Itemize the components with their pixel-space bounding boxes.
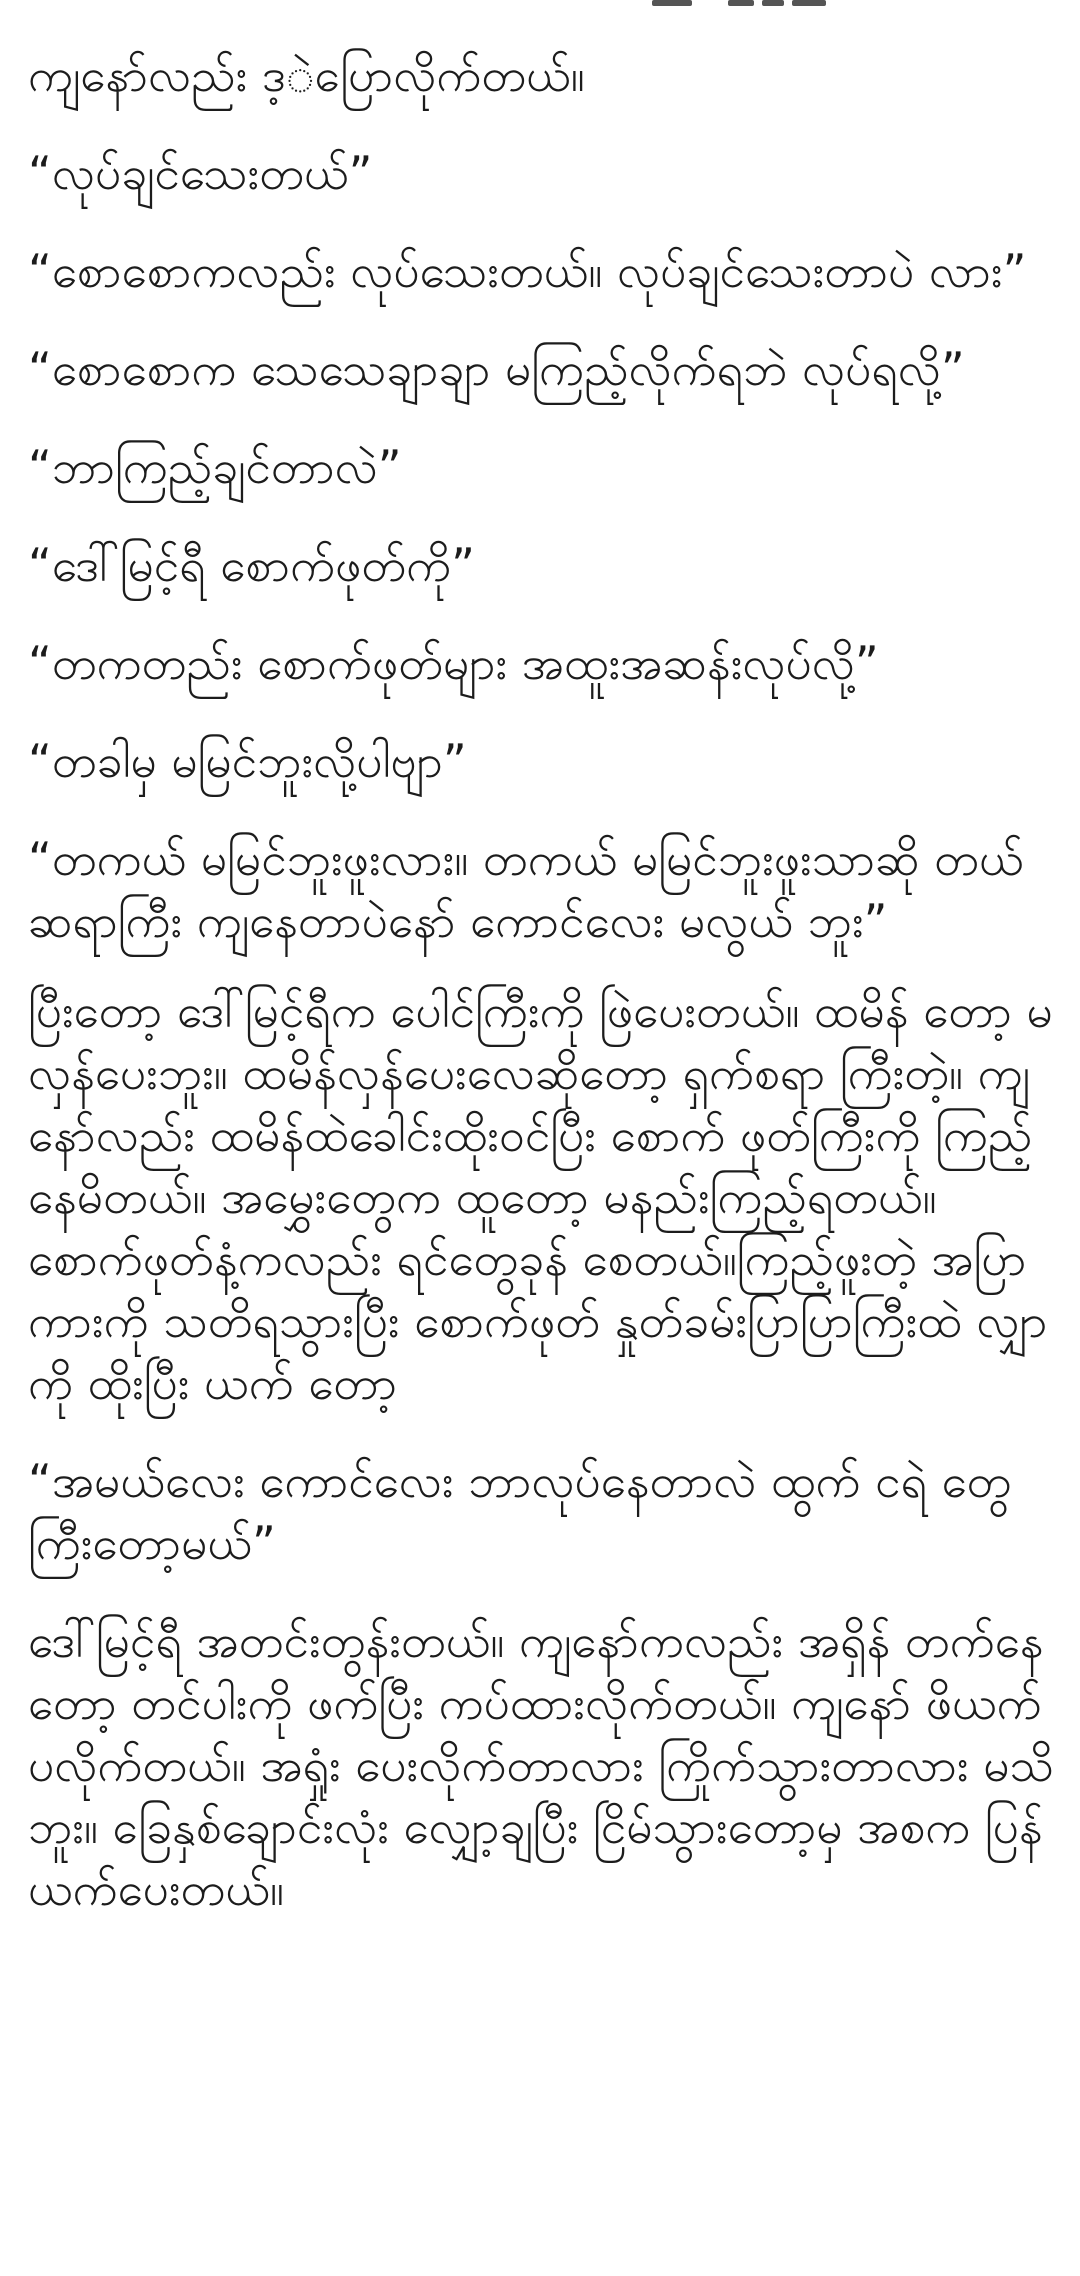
paragraph: “စောစောကလည်း လုပ်သေးတယ်။ လုပ်ချင်သေးတာပဲ လား” <box>28 244 1027 298</box>
paragraph: “တကယ် မမြင်ဘူးဖူးလား။ တကယ် မမြင်ဘူးဖူးသာဆို တယ် ဆရာကြီး ကျနေတာပဲနော် ကောင်လေး မလွယ် ဘူး” <box>28 832 1024 948</box>
paragraph: “တခါမှ မမြင်ဘူးလို့ပါဗျာ” <box>28 734 467 788</box>
paragraph: “စောစောက သေသေချာချာ မကြည့်လိုက်ရဘဲ လုပ်ရလို့” <box>28 342 965 396</box>
battery-icon <box>792 0 826 6</box>
paragraph: “ဒေါ်မြင့်ရီ စောက်ဖုတ်ကို” <box>28 538 475 592</box>
signal-icon <box>728 0 754 6</box>
status-bar <box>0 0 1080 14</box>
paragraph: ပြီးတော့ ဒေါ်မြင့်ရီက ပေါင်ကြီးကို ဖြဲပေးတယ်။ ထမိန် တော့ မလှန်ပေးဘူး။ ထမိန်လှန်ပေးလေဆိုတော့ ရှက်စရာ ကြီးတဲ့။ ကျနော်လည်း ထမိန်ထဲခေါင်းထိုးဝင်ပြီး စောက် ဖုတ်ကြီးကို ကြည့်နေမိတယ်။ အမွှေးတွေက ထူတော့ မနည်းကြည့်ရတယ်။ စောက်ဖုတ်နံ့ကလည်း ရင်တွေခုန် စေတယ်။ကြည့်ဖူးတဲ့ အပြာကားကို သတိရသွားပြီး စောက်ဖုတ် နှုတ်ခမ်းပြာပြာကြီးထဲ လျှာကို ထိုးပြီး ယက် တော့ <box>28 984 1053 1410</box>
paragraph: “လုပ်ချင်သေးတယ်” <box>28 146 373 200</box>
paragraph: ကျနော်လည်း ဒ့ဲပြောလိုက်တယ်။ <box>28 48 585 102</box>
paragraph: “အမယ်လေး ကောင်လေး ဘာလုပ်နေတာလဲ ထွက် ငရဲ တွေ ကြီးတော့မယ်” <box>28 1454 1012 1570</box>
paragraph: “တကတည်း စောက်ဖုတ်များ အထူးအဆန်းလုပ်လို့” <box>28 636 879 690</box>
article-body <box>28 44 1058 1920</box>
status-icon-left <box>652 0 692 6</box>
wifi-icon <box>762 0 784 6</box>
paragraph: “ဘာကြည့်ချင်တာလဲ” <box>28 440 402 494</box>
paragraph: ဒေါ်မြင့်ရီ အတင်းတွန်းတယ်။ ကျနော်ကလည်း အရှိန် တက်နေတော့ တင်ပါးကို ဖက်ပြီး ကပ်ထားလိုက်တယ်။ ကျနော် ဖိယက်ပလိုက်တယ်။ အရှုံး ပေးလိုက်တာလား ကြိုက်သွားတာလား မသိဘူး။ ခြေနှစ်ချောင်းလုံး လျှော့ချပြီး ငြိမ်သွားတော့မှ အစက ပြန်ယက်ပေးတယ်။ <box>28 1614 1054 1916</box>
